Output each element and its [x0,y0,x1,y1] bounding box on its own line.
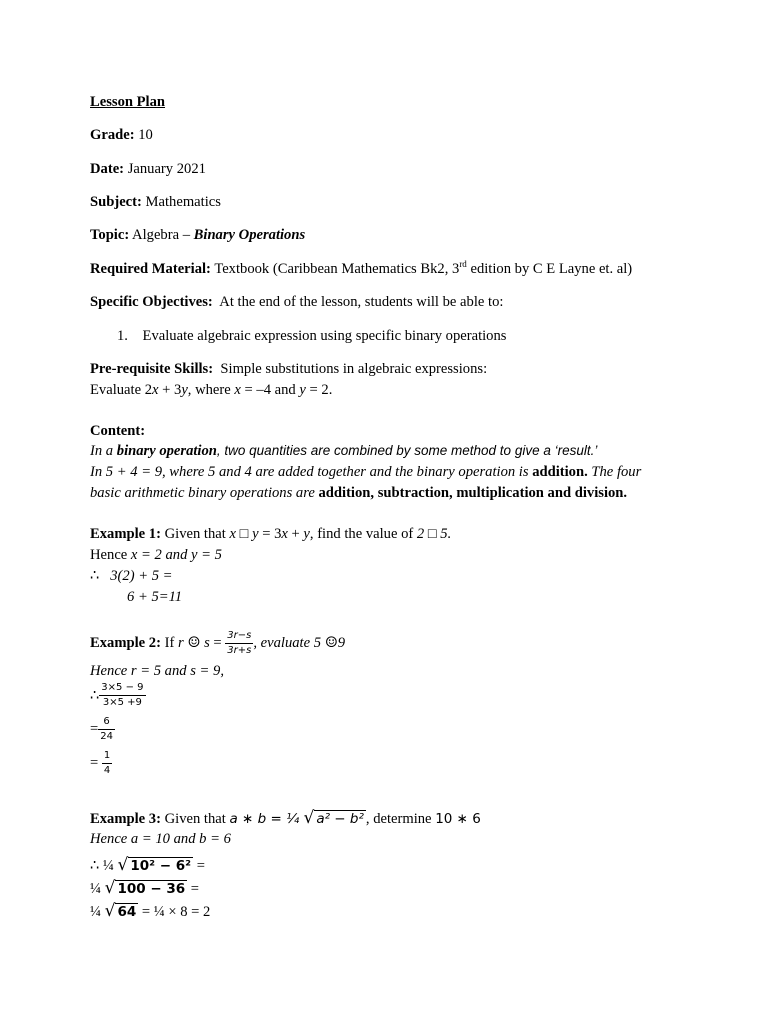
prereq-text: = –4 and [240,382,300,398]
date-line [90,160,206,178]
objective-text: Evaluate algebraic expression using specific binary operations [142,328,507,344]
fraction-denominator: 4 [103,765,111,776]
example-text: = [209,635,226,651]
material-value-end: edition by C E Layne et. al) [466,261,633,277]
content-emphasis: addition, subtraction, multiplication and division. [318,485,628,501]
fraction-numerator: 3r−s [225,630,253,644]
content-paragraph-2 [90,463,641,481]
radical-icon: √ [104,901,116,921]
prereq-value: Simple substitutions in algebraic expressions: [220,361,488,377]
equals-symbol: = [90,755,99,771]
example-text: , evaluate 5 [253,635,325,651]
example2-label: Example 2: [90,635,161,651]
example1-step-1 [90,546,222,564]
radical-icon: √ [117,855,129,875]
prereq-text: = 2. [305,382,333,398]
prereq-text: , where [187,382,235,398]
smiley-operator-icon: ☺ [324,634,338,651]
example2-step-4 [90,750,112,777]
document-title: Lesson Plan [90,94,166,110]
example3-step-2 [90,856,205,875]
var-x: x [152,382,159,398]
var-y: y [299,382,306,398]
operation-fraction [225,630,253,657]
example-text: , find the value of [309,526,417,542]
radicand: 10² − 6² [130,858,192,874]
example1-label: Example 1: [90,526,161,542]
example1-statement [90,525,451,543]
step-fraction [99,682,145,709]
example-text: = [187,881,200,897]
date-value: January 2021 [127,161,206,177]
example-text: , determine [365,811,436,827]
subject-value: Mathematics [145,194,221,210]
topic-emphasis: Binary Operations [193,227,306,243]
square-root [303,809,365,828]
example-target: 2 □ 5. [416,526,452,542]
example2-step-2 [90,682,146,709]
example3-statement [90,809,481,828]
content-text: , two quantities are combined by some method to give a ‘result.’ [216,443,598,458]
example1-step-3: 6 + 5=11 [127,589,183,605]
step-fraction [102,750,112,777]
var-r: r [177,635,184,651]
topic-value: Algebra – [132,227,194,243]
example-expression: a ∗ b = ¼ [229,811,304,827]
var-y: y [252,526,259,542]
grade-label: Grade: [90,127,135,143]
material-line [90,260,632,278]
var-x: x [281,526,288,542]
prereq-line [90,360,487,378]
equals-symbol: = [90,721,99,737]
radical-icon: √ [303,808,315,828]
topic-label: Topic: [90,227,130,243]
content-text: In 5 + 4 = 9, where 5 and 4 are added together and the binary operation is [90,464,533,480]
example-text: Given that [164,811,230,827]
material-label: Required Material: [90,261,211,277]
var-y: y [303,526,310,542]
example3-step-1: Hence a = 10 and b = 6 [90,831,231,847]
radical-icon: √ [104,878,116,898]
topic-line [90,226,305,244]
example-text: Given that [164,526,230,542]
example-target: 10 ∗ 6 [435,811,481,827]
var-x: x [234,382,241,398]
fraction-denominator: 3×5 +9 [102,697,142,708]
example-text: x = 2 and y = 5 [130,547,222,563]
fraction-numerator: 1 [102,750,112,764]
content-text: The four [587,464,642,480]
var-y: y [181,382,188,398]
example-text: = 3 [258,526,282,542]
content-emphasis: addition. [532,464,588,480]
example-text: If [164,635,178,651]
example-text: = [193,858,205,874]
var-s: s [204,635,210,651]
content-paragraph-3 [90,484,627,502]
example-target: 9 [337,635,346,651]
example2-statement [90,628,345,658]
content-text: basic arithmetic binary operations are [90,485,319,501]
example3-label: Example 3: [90,811,161,827]
step-fraction [98,716,115,743]
fraction-numerator: 3×5 − 9 [99,682,145,696]
example-text: 3(2) + 5 = [110,568,173,584]
therefore-symbol: ∴ [90,568,100,584]
example-text: + [287,526,304,542]
prereq-text: Evaluate 2 [90,382,152,398]
prereq-label: Pre-requisite Skills: [90,361,214,377]
content-label: Content: [90,423,146,439]
example-text: ¼ [90,881,105,897]
therefore-symbol: ∴ [90,687,100,704]
operator-symbol: □ [235,526,253,542]
prereq-text: + 3 [158,382,182,398]
example2-step-1: Hence r = 5 and s = 9, [90,663,224,679]
example-text: ∴ ¼ [90,858,118,874]
radicand: a² − b² [316,811,364,827]
content-paragraph-1 [90,442,597,460]
radicand: 100 − 36 [117,881,186,897]
material-value: Textbook (Caribbean Mathematics Bk2, 3 [214,261,460,277]
subject-label: Subject: [90,194,142,210]
objectives-line [90,293,503,311]
smiley-operator-icon: ☺ [187,634,201,651]
date-label: Date: [90,161,125,177]
objectives-value: At the end of the lesson, students will be able to: [219,294,504,310]
example2-step-3 [90,716,115,743]
example-text: ¼ [90,904,105,920]
example3-step-3 [90,879,199,898]
radicand: 64 [117,904,137,920]
square-root [105,902,139,921]
square-root [105,879,188,898]
objective-item [117,327,506,345]
square-root [118,856,194,875]
example-text: = ¼ × 8 = 2 [138,904,211,920]
example1-step-2 [90,567,173,585]
objectives-label: Specific Objectives: [90,294,213,310]
var-x: x [229,526,236,542]
grade-line [90,126,153,144]
example3-step-4 [90,902,210,921]
prereq-example [90,381,332,399]
subject-line [90,193,221,211]
objective-number: 1. [117,328,128,344]
example-text: Hence [90,547,131,563]
content-text: In a [90,443,117,459]
fraction-numerator: 6 [98,716,115,730]
material-superscript: rd [459,259,467,270]
grade-value: 10 [138,127,153,143]
content-emphasis: binary operation [116,443,217,459]
fraction-denominator: 24 [100,731,113,742]
fraction-denominator: 3r+s [227,645,252,657]
